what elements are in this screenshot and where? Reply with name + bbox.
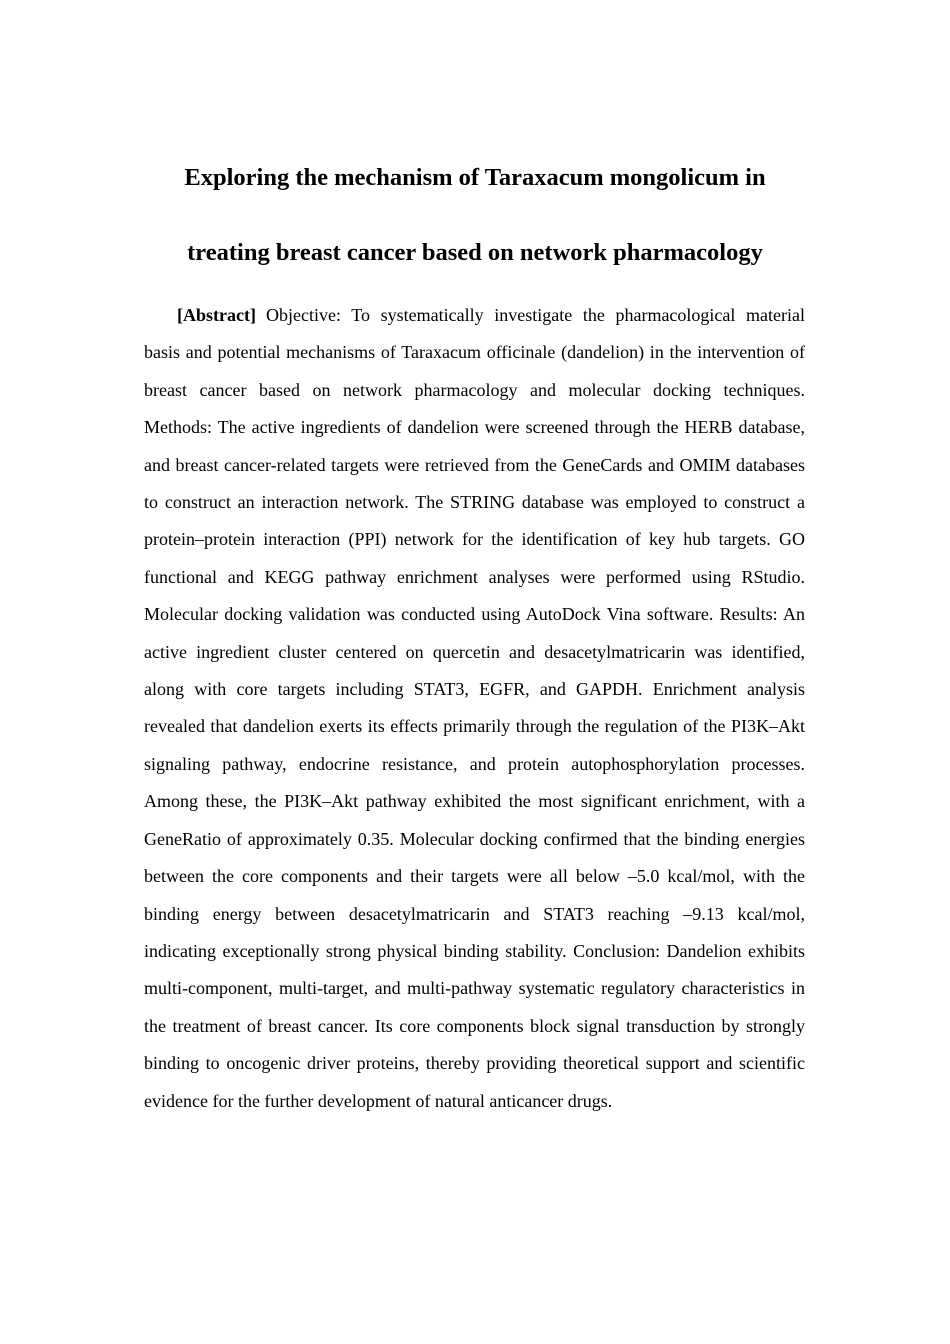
abstract-label: [Abstract]: [177, 305, 256, 325]
paper-title: [120, 140, 830, 290]
abstract-paragraph: [144, 297, 805, 1120]
abstract-text: Objective: To systematically investigate the pharmacological material basis and potential mechanisms of Taraxacum officinale (dandelion) in the intervention of breast cancer based on network pharmacology and molecular docking techniques. Methods: The active ingredients of dandelion were screened through the HERB database, and breast cancer-related targets were retrieved from the GeneCards and OMIM databases to construct an interaction network. The STRING database was employed to construct a protein–protein interaction (PPI) network for the identification of key hub targets. GO functional and KEGG pathway enrichment analyses were performed using RStudio. Molecular docking validation was conducted using AutoDock Vina software. Results: An active ingredient cluster centered on quercetin and desacetylmatricarin was identified, along with core targets including STAT3, EGFR, and GAPDH. Enrichment analysis revealed that dandelion exerts its effects primarily through the regulation of the PI3K–Akt signaling pathway, endocrine resistance, and protein autophosphorylation processes. Among these, the PI3K–Akt pathway exhibited the most significant enrichment, with a GeneRatio of approximately 0.35. Molecular docking confirmed that the binding energies between the core components and their targets were all below –5.0 kcal/mol, with the binding energy between desacetylmatricarin and STAT3 reaching –9.13 kcal/mol, indicating exceptionally strong physical binding stability. Conclusion: Dandelion exhibits multi-component, multi-target, and multi-pathway systematic regulatory characteristics in the treatment of breast cancer. Its core components block signal transduction by strongly binding to oncogenic driver proteins, thereby providing theoretical support and scientific evidence for the further development of natural anticancer drugs.: [144, 305, 805, 1111]
title-line-2: treating breast cancer based on network pharmacology: [187, 239, 763, 266]
title-line-1: Exploring the mechanism of Taraxacum mongolicum in: [184, 164, 766, 191]
